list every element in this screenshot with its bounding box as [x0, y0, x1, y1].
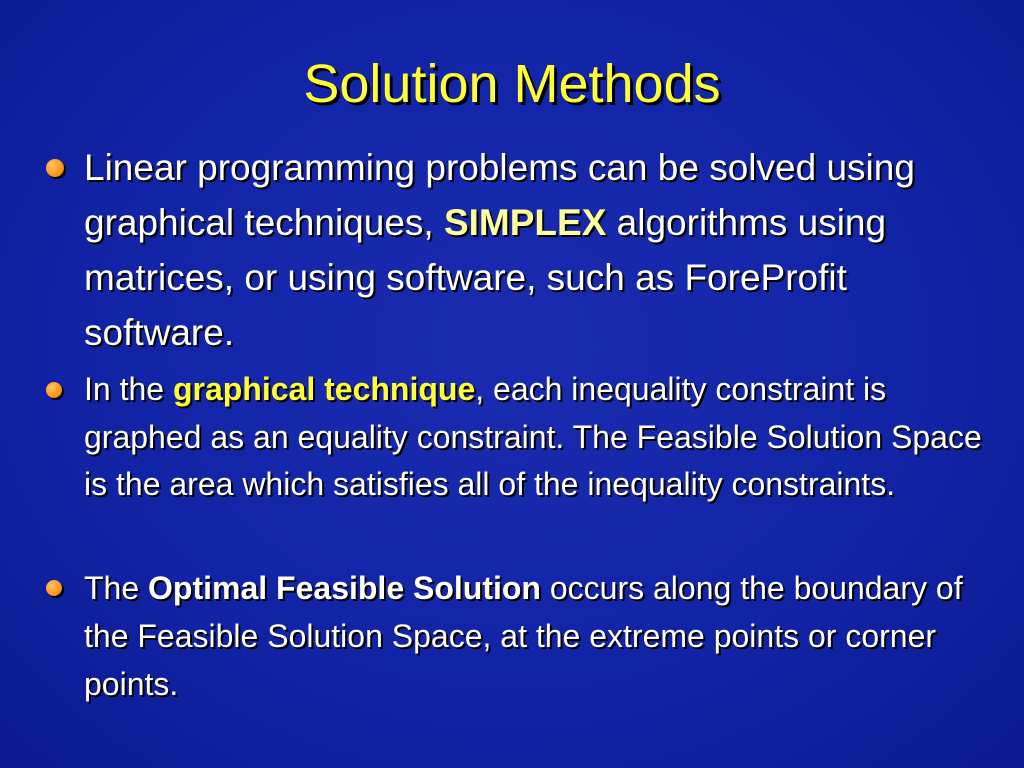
bullet-text: , each inequality constraint is graphed as an equality constraint. The Feasible Solution Space is the area which satisfies all of the inequality constraints. — [84, 371, 982, 502]
bullet-dot-icon — [46, 580, 62, 596]
bullet-emphasis-optimal-feasible-solution: Optimal Feasible Solution — [148, 570, 541, 606]
bullet-dot-icon — [46, 382, 62, 398]
bullet-item-optimal-solution — [84, 564, 984, 708]
bullet-text: occurs along the boundary of the Feasible Solution Space, at the extreme points or corner points. — [84, 570, 963, 702]
bullet-emphasis-simplex: SIMPLEX — [443, 202, 607, 243]
bullet-text: Linear programming problems can be solved using graphical techniques, — [84, 147, 915, 243]
slide-title: Solution Methods — [303, 54, 721, 114]
bullet-emphasis-graphical-technique: graphical technique — [172, 371, 476, 407]
bullet-item-graphical-technique — [84, 366, 984, 509]
bullet-text: In the — [84, 371, 173, 407]
bullet-text: algorithms using matrices, or using software, such as ForeProfit software. — [84, 202, 887, 353]
bullet-item-solution-approaches — [84, 140, 984, 360]
bullet-dot-icon — [46, 159, 64, 177]
bullet-text: The — [84, 570, 149, 606]
